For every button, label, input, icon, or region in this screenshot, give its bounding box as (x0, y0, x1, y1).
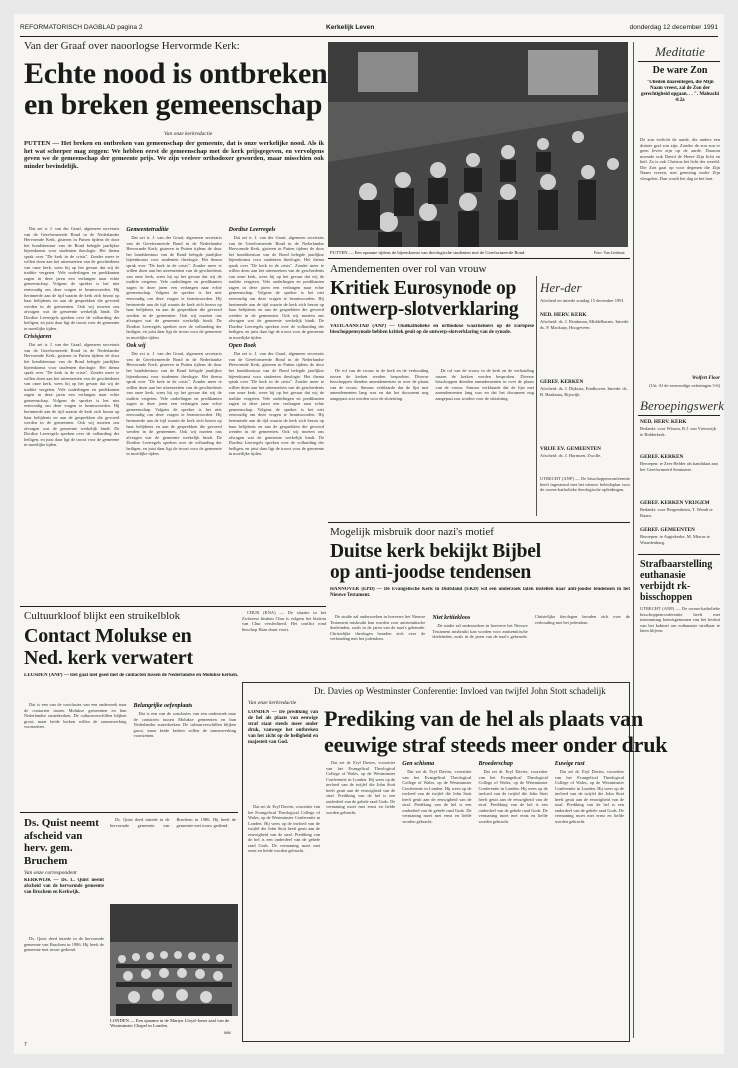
photo-2-caption: LONDEN — Een opname in de Martyn Lloyd-Jones zaal van de Westminster Chapel in Londen. (110, 1018, 230, 1029)
davies-body-text-2: Dat zei dr. Eryl Davies, voorzitter van het Evangelical Theological College of Wales, op de Westminster Conferentie in Londen. Hij wees op de invloed van de twijfel die John Stott heeft geuit aan de eeuwigheid van de straf. Prediking van de hel is een onderdeel van de gehele raad Gods. De vermaning moet met ernst en liefde worden gebracht. (402, 769, 472, 824)
molukse-body (24, 702, 236, 808)
meditatie-signature: Wolfert Floor (691, 376, 720, 381)
beroep-item-1-text: Bedankt: voor Wissen, B.J. van Vreeswijk te Ridderkerk. (640, 426, 716, 437)
beroep-item-3-head: GEREF. KERKEN VRIJGEM (640, 500, 710, 506)
main-subhead-gemeentetraditie: Gemeentetraditie (126, 227, 169, 233)
meditatie-verse: "Ulieden daarentegen, die Mijn Naam vreest, zal de Zon der gerechtigheid opgaan. . . ". Maleachi 4:2a (640, 80, 720, 103)
photo-1-caption: PUTTEN — Een opname tijdens de bijeenkomst van theologische studenten met de Gereformeerde Bond. (330, 250, 526, 255)
main-subhead-dordtse: Dordtse Leerregels (228, 227, 276, 233)
photo-1-credit: Foto: Van Lieshout (594, 250, 625, 255)
main-kicker: Van der Graaf over naoorlogse Hervormde Kerk: (24, 40, 240, 52)
molukse-lead: LEUSDEN (ANP) — Het gaat niet goed met de contacten tussen de Nederlandse en Molukse kerken. (24, 673, 239, 678)
header-rule (20, 36, 718, 37)
her-der-group-3-head: VRIJE EV. GEMEENTEN (540, 446, 601, 452)
footer-left: 7 (24, 1042, 27, 1048)
davies-subhead-euwige-rust: Euwige rust (554, 761, 585, 767)
duitse-kerk-body-text-2: De studie zal onderzoeken in hoeverre het Nieuwe Testament misbruikt kan worden voor antisemitische doeleinden, zoals in de jaren van de nazi's gebeurde. Christelijke theologen beraden zich over de verhouding met het jodendom. (432, 614, 630, 640)
eurosynode-kicker: Amendementen over rol van vrouw (330, 263, 487, 275)
quist-body (24, 936, 104, 1036)
duitse-kerk-headline-2: op anti-joodse tendensen (330, 562, 532, 583)
davies-lead: LONDEN — De prediking van de hel als plaats van eeuwige straf staat steeds meer onder druk, vanwege het ontbreken van het zicht op de heiligheid en majesteit van God. (248, 710, 318, 745)
davies-subhead-gen-schisma: Gen schisma (402, 761, 435, 767)
duitse-kerk-top-rule (328, 522, 630, 523)
molukse-top-rule (20, 606, 326, 607)
molukse-headline-1: Contact Molukse en (24, 625, 192, 647)
quist-headline: Ds. Quist neemt afscheid van herv. gem. Bruchem (24, 817, 99, 867)
main-subhead-crisisjaren: Crisisjaren (24, 334, 52, 341)
main-byline: Van onze kerkredactie (164, 131, 213, 137)
quist-body-text: Ds. Quist deed intrede in de hervormde gemeente van Bruchem in 1986. Hij heeft de gemeente met trouw gediend. (24, 936, 104, 953)
sidebar-rule (633, 42, 634, 1038)
duitse-kerk-kicker: Mogelijk misbruik door nazi's motief (330, 526, 494, 538)
conference-photo (328, 42, 628, 247)
davies-headline-2: eeuwige straf steeds meer onder druk (324, 732, 668, 757)
beroep-item-4-text: Beroepen: te Aagtekerke, M. Mieras te Waardenburg. (640, 534, 710, 545)
duitse-kerk-subhead: Niet kritiekloos (432, 615, 471, 621)
quist-body-cont-text: Ds. Quist deed intrede in de hervormde gemeente van Bruchem in 1986. Hij heeft de gemeente met trouw gediend. (110, 817, 236, 828)
main-body-text-3: Dat zei ir. J. van der Graaf, algemeen secretaris van de Gereformeerde Bond in de Nederlandse Hervormde Kerk, gisteren in Putten tijdens de door het bondsbestuur van de Bond belegde jaarlijkse bijeenkomst voor studenten theologie. Het thema sprak over "De kerk in de crisis". Zonder meer te willen doen aan het uiteenzetten van de geschiedenis van onze kerk, wees hij op het gevaar dat wij de traditie vergeten. Vele ouderlingen en predikanten zagen in deze jaren een verlangen naar echte gemeenschap. Volgens de spreker is het niet eenvoudig om deze vragen te beantwoorden. Hij herinnerde aan de tijd waarin de kerk zich bezon op haar belijdenis en aan de gesprekken die gevoerd werden in de gemeenten. Ook wij moeten ons afvragen wat de gemeente werkelijk bindt. De Dordtse Leerregels spreken over de volharding der heiligen, en juist daar ligt de troost voor de gemeente in moeilijke tijden. (126, 235, 222, 340)
meditatie-title: De ware Zon (652, 65, 708, 76)
conference-photo-image (328, 42, 628, 247)
euthanasie-body: UTRECHT (ANP) — De rooms-katholieke bisschoppenconferentie heeft met instemming kennisgenomen van het besluit van het kabinet om euthanasie strafbaar te laten blijven. (640, 606, 720, 633)
her-der-rule (536, 276, 537, 516)
her-der-label: Her-der (540, 280, 582, 295)
eurosynode-body (330, 368, 534, 518)
davies-byline: Van onze kerkredactie (248, 700, 297, 706)
footer-right: NW (224, 1030, 231, 1035)
molukse-subhead: Belangrijke oefenplaats (133, 703, 193, 709)
main-lead: PUTTEN — Het breken en ontbreken van gemeenschap der gemeente, dat is onze werkelijke nood. Als ik het wat scherper mag zeggen: We hebben eerst de gemeenschap met de kerk prijsgegeven, en vervolgens geven we de gemeenschap der gemeente prijs. We zijn veeleer orthodoxer geworden, maar misschien ook minder bevindelijk. (24, 140, 324, 170)
beroepingswerk-label: Beroepingswerk (640, 398, 724, 413)
her-der-group-2-head: GEREF. KERKEN (540, 379, 584, 385)
davies-body-text: Dat zei dr. Eryl Davies, voorzitter van het Evangelical Theological College of Wales, op de Westminster Conferentie in Londen. Hij wees op de invloed van de twijfel die John Stott heeft geuit aan de eeuwigheid van de straf. Prediking van de hel is een onderdeel van de gehele raad Gods. De vermaning moet met ernst en liefde worden gebracht. (326, 760, 396, 815)
beroep-item-1-head: NED. HERV. KERK (640, 419, 687, 425)
her-der-group-2-text: Afscheid: ds. J. Dijkstra, Eindhoven. Intrede: ds. B. Haaksma, Rijswijk. (540, 386, 628, 397)
davies-col-1 (248, 804, 320, 1034)
davies-kicker: Dr. Davies op Westminster Conferentie: Invloed van twijfel John Stott schadelijk (314, 686, 606, 696)
meditatie-rule (638, 61, 720, 62)
main-body-text-4: Dat zei ir. J. van der Graaf, algemeen secretaris van de Gereformeerde Bond in de Nederlandse Hervormde Kerk, gisteren in Putten tijdens de door het bondsbestuur van de Bond belegde jaarlijkse bijeenkomst voor studenten theologie. Het thema sprak over "De kerk in de crisis". Zonder meer te willen doen aan het uiteenzetten van de geschiedenis van onze kerk, wees hij op het gevaar dat wij de traditie vergeten. Vele ouderlingen en predikanten zagen in deze jaren een verlangen naar echte gemeenschap. Volgens de spreker is het niet eenvoudig om deze vragen te beantwoorden. Hij herinnerde aan de tijd waarin de kerk zich bezon op haar belijdenis en aan de gesprekken die gevoerd werden in de gemeenten. Ook wij moeten ons afvragen wat de gemeente werkelijk bindt. De Dordtse Leerregels spreken over de volharding der heiligen, en juist daar ligt de troost voor de gemeente in moeilijke tijden. (126, 351, 222, 457)
davies-subhead-broederschap: Broederschap (478, 761, 513, 767)
her-der-group-3-text: Afscheid: ds. J. Harmsen, Zwolle. (540, 453, 602, 458)
davies-headline-1: Prediking van de hel als plaats van (324, 706, 643, 731)
beroep-item-3-text: Bedankt: voor Bergentheim, T. Wendt te Baarn. (640, 507, 713, 518)
davies-body (326, 760, 624, 1034)
her-der-group-1-text: Afscheid: ds. J. Brinkman, Middelharnis. Intrede: ds. P. Mackaay, Hoogeveen. (540, 319, 630, 330)
beroepingswerk-rule (638, 415, 720, 416)
quist-byline: Van onze correspondent (24, 870, 77, 876)
molukse-body-text: Dat is een van de conclusies van een onderzoek naar de contacten tussen Molukse gemeenten en hun Nederlandse zusterkerken. De cultuurverschillen blijken groot, maar beide kerken willen de samenwerking voortzetten. (24, 702, 127, 730)
newspaper-page (14, 14, 724, 1054)
quist-top-rule (20, 812, 238, 813)
westminster-photo (110, 904, 238, 1016)
duitse-kerk-headline-1: Duitse kerk bekijkt Bijbel (330, 541, 541, 562)
issue-date: donderdag 12 december 1991 (629, 24, 718, 31)
westminster-photo-image (110, 904, 238, 1016)
main-headline-line-2: en breken gemeenschap (24, 88, 323, 121)
main-body (24, 226, 324, 602)
eurosynode-headline-1: Kritiek Eurosynode op (330, 278, 517, 299)
molukse-headline-2: Ned. kerk verwatert (24, 647, 193, 669)
beroep-item-2-head: GEREF. KERKEN (640, 454, 684, 460)
beroep-item-4-head: GEREF. GEMEENTEN (640, 527, 695, 533)
section-title: Kerkelijk Leven (326, 24, 375, 31)
davies-body-text-4: Dat zei dr. Eryl Davies, voorzitter van het Evangelical Theological College of Wales, op de Westminster Conferentie in Londen. Hij wees op de invloed van de twijfel die John Stott heeft geuit aan de eeuwigheid van de straf. Prediking van de hel is een onderdeel van de gehele raad Gods. De vermaning moet met ernst en liefde worden gebracht. (554, 769, 624, 824)
eurosynode-lead: VATICAANSTAD (ANP) — Oudkatholieke en orthodoxe waarnemers op de Europese bisschoppensynode hebben kritiek geuit op de ontwerp-slotverklaring van de synode. (330, 324, 534, 335)
quist-lead: KERKWIJK — Ds. L. Quist neemt afscheid van de hervormde gemeente van Bruchem en Kerkwijk. (24, 878, 104, 895)
molukse-kicker: Cultuurkloof blijkt een struikelblok (24, 610, 181, 622)
meditatie-label: Meditatie (655, 44, 705, 59)
duitse-kerk-lead: HANNOVER (EPD) — De Evangelische Kerk in Duitsland (EKD) wil een onderzoek laten instellen naar anti-joodse tendensen in het Nieuwe Testament. (330, 587, 630, 598)
quist-body-cont (110, 817, 236, 901)
eurosynode-body-text-2: De rol van de vrouw in de kerk en de verhouding tussen de kerken werden besproken. Diverse bisschoppen dienden amendementen in over de plaats van de vrouw. Simons verklaarde dat de lijst met amendementen lang was en dat het document nog aangepast zou worden voor de slotzitting. (435, 368, 534, 401)
eurosynode-body-text: De rol van de vrouw in de kerk en de verhouding tussen de kerken werden besproken. Diverse bisschoppen dienden amendementen in over de plaats van de vrouw. Simons verklaarde dat de lijst met amendementen lang was en dat het document nog aangepast zou worden voor de slotzitting. (330, 368, 429, 401)
eurosynode-headline-2: ontwerp-slotverklaring (330, 299, 519, 320)
beroep-item-2-text: Beroepen: te Zeer Helder als kandidaat aan het Gereformeerd Seminarie. (640, 461, 718, 472)
paper-name: REFORMATORISCH DAGBLAD pagina 2 (20, 24, 143, 31)
euthanasie-headline: Strafbaarstelling euthanasie verbijdt rk-bisschoppen (640, 559, 713, 603)
davies-col-1-text: Dat zei dr. Eryl Davies, voorzitter van het Evangelical Theological College of Wales, op de Westminster Conferentie in Londen. Hij wees op de invloed van de twijfel die John Stott heeft geuit aan de eeuwigheid van de straf. Prediking van de hel is een onderdeel van de gehele raad Gods. De vermaning moet met ernst en liefde worden gebracht. (248, 804, 320, 854)
main-subhead-ook-wij: Ook wij (126, 343, 146, 350)
main-headline-line-1: Echte nood is ontbreken (24, 57, 328, 90)
her-der-utrecht: UTRECHT (ANP) — De bisschoppenconferentie heeft ingestemd met het nieuwe beleidsplan voor de rooms-katholieke theologische opleidingen. (540, 476, 630, 492)
duitse-kerk-body-text: De studie zal onderzoeken in hoeverre het Nieuwe Testament misbruikt kan worden voor antisemitische doeleinden, zoals in de jaren van de nazi's gebeurde. Christelijke theologen beraden zich over de verhouding met het jodendom. (330, 614, 426, 642)
main-body-text-6: Dat zei ir. J. van der Graaf, algemeen secretaris van de Gereformeerde Bond in de Nederlandse Hervormde Kerk, gisteren in Putten tijdens de door het bondsbestuur van de Bond belegde jaarlijkse bijeenkomst voor studenten theologie. Het thema sprak over "De kerk in de crisis". Zonder meer te willen doen aan het uiteenzetten van de geschiedenis van onze kerk, wees hij op het gevaar dat wij de traditie vergeten. Vele ouderlingen en predikanten zagen in deze jaren een verlangen naar echte gemeenschap. Volgens de spreker is het niet eenvoudig om deze vragen te beantwoorden. Hij herinnerde aan de tijd waarin de kerk zich bezon op haar belijdenis en aan de gesprekken die gevoerd werden in de gemeenten. Ook wij moeten ons afvragen wat de gemeente werkelijk bindt. De Dordtse Leerregels spreken over de volharding der heiligen, en juist daar ligt de troost voor de gemeente in moeilijke tijden. (228, 351, 324, 457)
eurosynode-top-rule (328, 258, 630, 259)
molukse-body-text-2: Dat is een van de conclusies van een onderzoek naar de contacten tussen Molukse gemeenten en hun Nederlandse zusterkerken. De cultuurverschillen blijken groot, maar beide kerken willen de samenwerking voortzetten. (133, 711, 236, 739)
beroepingswerk-end-rule (638, 554, 720, 555)
davies-body-text-3: Dat zei dr. Eryl Davies, voorzitter van het Evangelical Theological College of Wales, op de Westminster Conferentie in Londen. Hij wees op de invloed van de twijfel die John Stott heeft geuit aan de eeuwigheid van de straf. Prediking van de hel is een onderdeel van de gehele raad Gods. De vermaning moet met ernst en liefde worden gebracht. (478, 769, 548, 824)
main-body-text-5: Dat zei ir. J. van der Graaf, algemeen secretaris van de Gereformeerde Bond in de Nederlandse Hervormde Kerk, gisteren in Putten tijdens de door het bondsbestuur van de Bond belegde jaarlijkse bijeenkomst voor studenten theologie. Het thema sprak over "De kerk in de crisis". Zonder meer te willen doen aan het uiteenzetten van de geschiedenis van onze kerk, wees hij op het gevaar dat wij de traditie vergeten. Vele ouderlingen en predikanten zagen in deze jaren een verlangen naar echte gemeenschap. Volgens de spreker is het niet eenvoudig om deze vragen te beantwoorden. Hij herinnerde aan de tijd waarin de kerk zich bezon op haar belijdenis en aan de gesprekken die gevoerd werden in de gemeenten. Ook wij moeten ons afvragen wat de gemeente werkelijk bindt. De Dordtse Leerregels spreken over de volharding der heiligen, en juist daar ligt de troost voor de gemeente in moeilijke tijden. (228, 235, 324, 340)
main-body-text: Dat zei ir. J. van der Graaf, algemeen secretaris van de Gereformeerde Bond in de Nederlandse Hervormde Kerk, gisteren in Putten tijdens de door het bondsbestuur van de Bond belegde jaarlijkse bijeenkomst voor studenten theologie. Het thema sprak over "De kerk in de crisis". Zonder meer te willen doen aan het uiteenzetten van de geschiedenis van onze kerk, wees hij op het gevaar dat wij de traditie vergeten. Vele ouderlingen en predikanten zagen in deze jaren een verlangen naar echte gemeenschap. Volgens de spreker is het niet eenvoudig om deze vragen te beantwoorden. Hij herinnerde aan de tijd waarin de kerk zich bezon op haar belijdenis en aan de gesprekken die gevoerd werden in de gemeenten. Ook wij moeten ons afvragen wat de gemeente werkelijk bindt. De Dordtse Leerregels spreken over de volharding der heiligen, en juist daar ligt de troost voor de gemeente in moeilijke tijden. (24, 226, 120, 331)
main-body-text-2: Dat zei ir. J. van der Graaf, algemeen secretaris van de Gereformeerde Bond in de Nederlandse Hervormde Kerk, gisteren in Putten tijdens de door het bondsbestuur van de Bond belegde jaarlijkse bijeenkomst voor studenten theologie. Het thema sprak over "De kerk in de crisis". Zonder meer te willen doen aan het uiteenzetten van de geschiedenis van onze kerk, wees hij op het gevaar dat wij de traditie vergeten. Vele ouderlingen en predikanten zagen in deze jaren een verlangen naar echte gemeenschap. Volgens de spreker is het niet eenvoudig om deze vragen te beantwoorden. Hij herinnerde aan de tijd waarin de kerk zich bezon op haar belijdenis en aan de gesprekken die gevoerd werden in de gemeenten. Ook wij moeten ons afvragen wat de gemeente werkelijk bindt. De Dordtse Leerregels spreken over de volharding der heiligen, en juist daar ligt de troost voor de gemeente in moeilijke tijden. (24, 342, 120, 448)
duitse-kerk-body (330, 614, 630, 674)
her-der-group-1-head: NED. HERV. KERK (540, 312, 587, 318)
meditatie-body-text: De zon verlicht de aarde, die anders een duister graf zou zijn. Zonder de zon zou er geen leven zijn op de aarde. Daarom noemde ook David de Heere Zijn licht en heil. Zo is ook Christus het licht der wereld. Die Zon gaat op voor degenen die Zijn Naam vrezen, met genezing onder Zijn vleugelen. Dan wordt het dag in het hart. (640, 137, 720, 181)
her-der-intro: Afscheid en intrede zondag 15 december 1991 (540, 298, 624, 303)
meditatie-body (640, 137, 720, 375)
main-subhead-open-boek: Open Boek (228, 343, 257, 350)
meditatie-signature-note: (Uit: Al de eenvoudige oefeningen 5-6) (649, 383, 720, 388)
chur-text: CHUR (KNA) — De situatie in het Zwitserse bisdom Chur is volgens het bisdom van Chur verslechterd. Het conflict rond bisschop Haas duurt voort. (242, 610, 326, 632)
